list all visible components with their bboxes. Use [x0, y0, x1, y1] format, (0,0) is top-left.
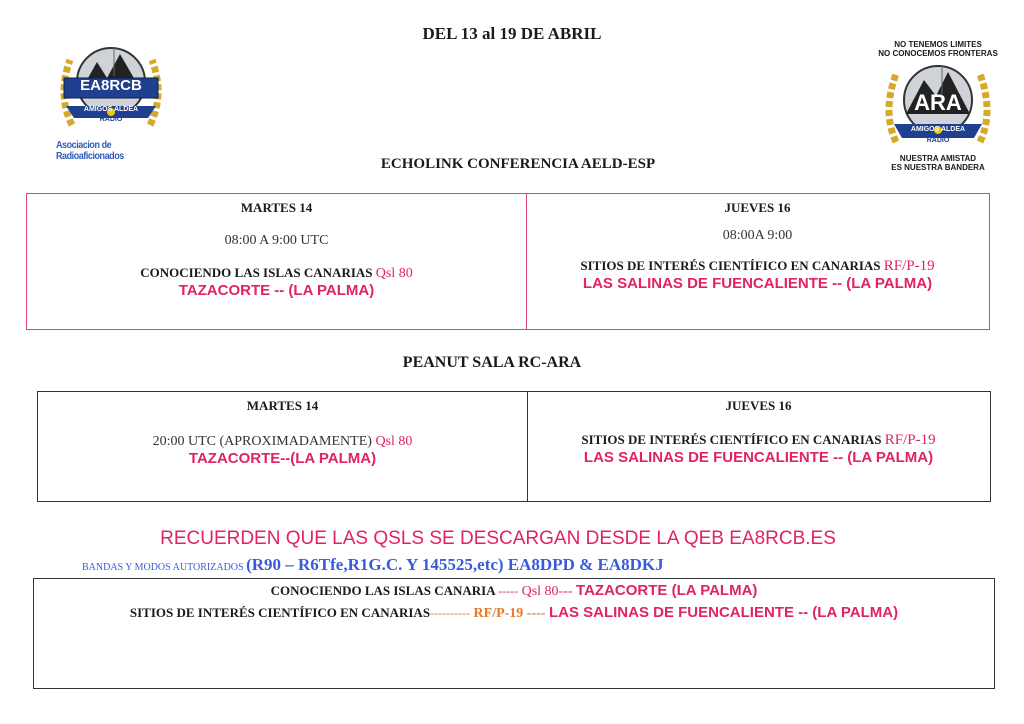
peanut-title: PEANUT SALA RC-ARA [402, 354, 582, 371]
echolink-thursday-day: JUEVES 16 [724, 200, 791, 215]
ea8rcb-banner: AMIGOS ALDEA [83, 106, 139, 113]
summary-row-1-text: CONOCIENDO LAS ISLAS CANARIA [270, 583, 499, 598]
ea8rcb-radio: RADIO [99, 116, 123, 123]
echolink-tuesday-place: TAZACORTE -- (LA PALMA) [178, 282, 375, 299]
summary-row-2-text: SITIOS DE INTERÉS CIENTÍFICO EN CANARIAS [129, 605, 431, 620]
echolink-cell-tuesday [27, 194, 527, 329]
echolink-thursday-qsl: RF/P-19 [883, 258, 935, 274]
echolink-tuesday-qsl: Qsl 80 [375, 266, 413, 281]
ara-bottom-line-1: NUESTRA AMISTAD [899, 154, 977, 163]
ea8rcb-logo [52, 40, 170, 160]
peanut-thursday-topic: SITIOS DE INTERÉS CIENTÍFICO EN CANARIAS [581, 432, 885, 447]
echolink-thursday-topic-line [526, 258, 989, 275]
peanut-table [37, 391, 991, 502]
ea8rcb-caption: Asociacion de Radioaficionados [56, 140, 124, 162]
summary-row-1 [34, 582, 994, 600]
echolink-title: ECHOLINK CONFERENCIA AELD-ESP [380, 156, 656, 172]
echolink-cell-thursday [526, 194, 989, 329]
summary-row-2-qsl: RF/P-19 ---- [470, 606, 549, 621]
peanut-thursday-qsl: RF/P-19 [884, 432, 936, 448]
bands-line [82, 555, 664, 575]
ara-bottom-line-2: ES NUESTRA BANDERA [891, 163, 985, 172]
peanut-thursday-topic-line [527, 432, 990, 449]
echolink-tuesday-topic: CONOCIENDO LAS ISLAS CANARIAS [140, 265, 376, 280]
echolink-thursday-time: 08:00A 9:00 [722, 228, 793, 243]
ea8rcb-callsign: EA8RCB [80, 77, 142, 94]
summary-row-2-place: LAS SALINAS DE FUENCALIENTE -- (LA PALMA) [548, 604, 899, 621]
summary-row-2-dash: ---------- [430, 606, 471, 620]
echolink-tuesday-topic-line [27, 265, 526, 282]
summary-row-1-qsl: Qsl 80--- [518, 584, 577, 599]
page-title: DEL 13 al 19 DE ABRIL [422, 24, 602, 43]
ara-radio: RADIO [926, 137, 950, 144]
peanut-tuesday-place: TAZACORTE--(LA PALMA) [188, 450, 377, 467]
ara-banner: AMIGOS ALDEA [910, 126, 966, 133]
bands-value: (R90 – R6Tfe,R1G.C. Y 145525,etc) EA8DPD & EA8DKJ [246, 555, 664, 574]
summary-row-2 [34, 604, 994, 622]
summary-row-1-place: TAZACORTE (LA PALMA) [576, 582, 758, 599]
ara-top-line-2: NO CONOCEMOS FRONTERAS [878, 49, 998, 58]
summary-row-1-dash: ----- [498, 584, 519, 598]
summary-box [33, 578, 995, 689]
echolink-tuesday-time: 08:00 A 9:00 UTC [224, 233, 329, 248]
echolink-thursday-topic: SITIOS DE INTERÉS CIENTÍFICO EN CANARIAS [580, 258, 884, 273]
ara-callsign: ARA [914, 90, 962, 115]
peanut-tuesday-time-line [38, 434, 527, 450]
echolink-table [26, 193, 990, 330]
echolink-thursday-place: LAS SALINAS DE FUENCALIENTE -- (LA PALMA) [582, 275, 933, 292]
peanut-tuesday-time: 20:00 UTC (APROXIMADAMENTE) [152, 434, 376, 449]
qsl-reminder: RECUERDEN QUE LAS QSLS SE DESCARGAN DESDE LA QEB EA8RCB.ES [160, 528, 836, 549]
peanut-cell-thursday [527, 392, 990, 501]
echolink-tuesday-day: MARTES 14 [240, 200, 313, 215]
peanut-tuesday-day: MARTES 14 [246, 398, 319, 413]
peanut-thursday-day: JUEVES 16 [725, 398, 792, 413]
peanut-cell-tuesday [38, 392, 528, 501]
peanut-tuesday-qsl: Qsl 80 [375, 434, 413, 449]
ara-top-line-1: NO TENEMOS LIMITES [894, 40, 982, 49]
bands-label: BANDAS Y MODOS AUTORIZADOS [82, 562, 247, 573]
peanut-thursday-place: LAS SALINAS DE FUENCALIENTE -- (LA PALMA) [583, 449, 934, 466]
